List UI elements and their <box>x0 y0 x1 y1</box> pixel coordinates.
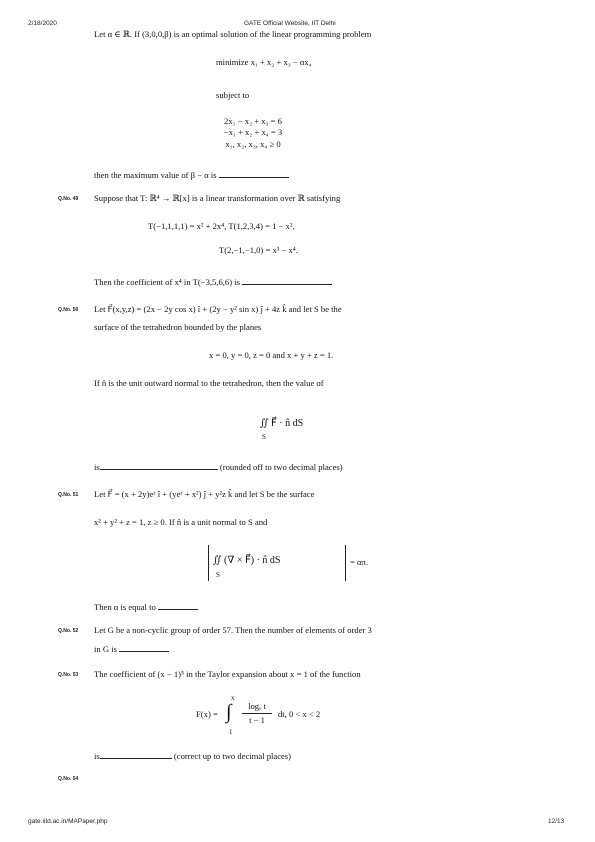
q50-number: Q.No. 50 <box>58 307 79 313</box>
q51-answer-blank[interactable] <box>158 601 198 610</box>
q49-eq1: T(−1,1,1,1) = x² + 2x⁴, T(1,2,3,4) = 1 − x², <box>148 221 295 231</box>
q52-number: Q.No. 52 <box>58 628 79 634</box>
q49-number: Q.No. 49 <box>58 196 79 202</box>
q49-question <box>94 276 332 288</box>
integral-sign-icon: ∫ <box>226 701 232 723</box>
q53-numerator: logₑ t <box>248 701 266 711</box>
q48-answer-blank[interactable] <box>219 169 289 178</box>
q53-line1: The coefficient of (x − 1)⁵ in the Taylor expansion about x = 1 of the function <box>94 669 361 679</box>
abs-bar-right <box>345 545 346 581</box>
q53-lhs: F(x) = <box>196 709 218 719</box>
fraction-bar <box>242 713 272 714</box>
abs-bar-left <box>208 545 209 581</box>
q50-tail: (rounded off to two decimal places) <box>219 462 343 472</box>
q53-upper-limit: x <box>231 694 235 702</box>
q52-answer-blank[interactable] <box>119 643 169 652</box>
q49-eq2: T(2,−1,−1,0) = x³ − x⁴. <box>219 245 298 255</box>
page-number: 12/13 <box>548 818 565 825</box>
q48-tail: then the maximum value of β − α is <box>94 170 217 180</box>
q53-rest: dt, 0 < x < 2 <box>278 709 321 719</box>
q50-is: is <box>94 462 100 472</box>
q53-lower-limit: 1 <box>229 728 233 736</box>
q51-question <box>94 601 198 613</box>
q51-line1: Let F⃗ = (x + 2y)eᶻ î + (yeᶻ + x²) ĵ + y²z k̂ and let S be the surface <box>94 489 315 499</box>
q50-integral-surface: S <box>262 433 266 441</box>
q50-line2: surface of the tetrahedron bounded by the planes <box>94 322 262 332</box>
page-url: gate.iitd.ac.in/MAPaper.php <box>28 818 108 825</box>
q50-line3: If n̂ is the unit outward normal to the tetrahedron, then the value of <box>94 378 324 388</box>
q52-line2: in G is <box>94 644 117 654</box>
q50-integral: ∬ F⃗ · n̂ dS <box>260 418 304 429</box>
q52-line1: Let G be a non-cyclic group of order 57. Then the number of elements of order 3 <box>94 625 372 635</box>
q51-tail: Then α is equal to <box>94 602 156 612</box>
q50-line1: Let F⃗(x,y,z) = (2x − 2y cos x) î + (2y − y² sin x) ĵ + 4z k̂ and let S be the <box>94 304 342 314</box>
q52-question <box>94 643 169 655</box>
q53-denominator: t − 1 <box>249 715 265 725</box>
q48-objective: minimize x₁ + x₂ + x₃ − αx₄ <box>216 57 312 67</box>
q54-number: Q.No. 54 <box>58 776 79 782</box>
q51-integral: ∬ (∇ × F⃗) · n̂ dS <box>213 555 281 566</box>
q53-tail: (correct up to two decimal places) <box>173 751 292 761</box>
q50-planes: x = 0, y = 0, z = 0 and x + y + z = 1. <box>209 350 334 360</box>
q51-rhs: = απ. <box>350 557 368 567</box>
q48-constraint-1: 2x₁ − x₂ + x₃ = 6 <box>224 116 282 126</box>
q49-intro: Suppose that T: ℝ⁴ → ℝ[x] is a linear transformation over ℝ satisfying <box>94 193 341 203</box>
q49-tail: Then the coefficient of x⁴ in T(−3,5,6,6) is <box>94 277 240 287</box>
q51-line2: x² + y² + z = 1, z ≥ 0. If n̂ is a unit normal to S and <box>94 517 268 527</box>
q50-answer-blank[interactable] <box>100 461 218 470</box>
q49-answer-blank[interactable] <box>242 276 332 285</box>
q53-answer-blank[interactable] <box>100 750 172 759</box>
q48-question <box>94 169 289 181</box>
q50-question <box>94 461 343 473</box>
q51-number: Q.No. 51 <box>58 492 79 498</box>
print-date: 2/18/2020 <box>28 20 57 27</box>
q48-constraint-3: x₁, x₂, x₃, x₄ ≥ 0 <box>225 139 281 149</box>
q53-is: is <box>94 751 100 761</box>
q48-intro: Let α ∈ ℝ. If (3,0,0,β) is an optimal solution of the linear programming problem <box>94 29 372 39</box>
q51-integral-surface: S <box>216 571 220 579</box>
q48-constraint-2: −x₁ + x₂ + x₄ = 3 <box>223 127 283 137</box>
q48-subject-to: subject to <box>216 90 250 100</box>
site-title: GATE Official Website, IIT Delhi <box>244 20 336 27</box>
q53-question <box>94 750 291 762</box>
q53-number: Q.No. 53 <box>58 672 79 678</box>
